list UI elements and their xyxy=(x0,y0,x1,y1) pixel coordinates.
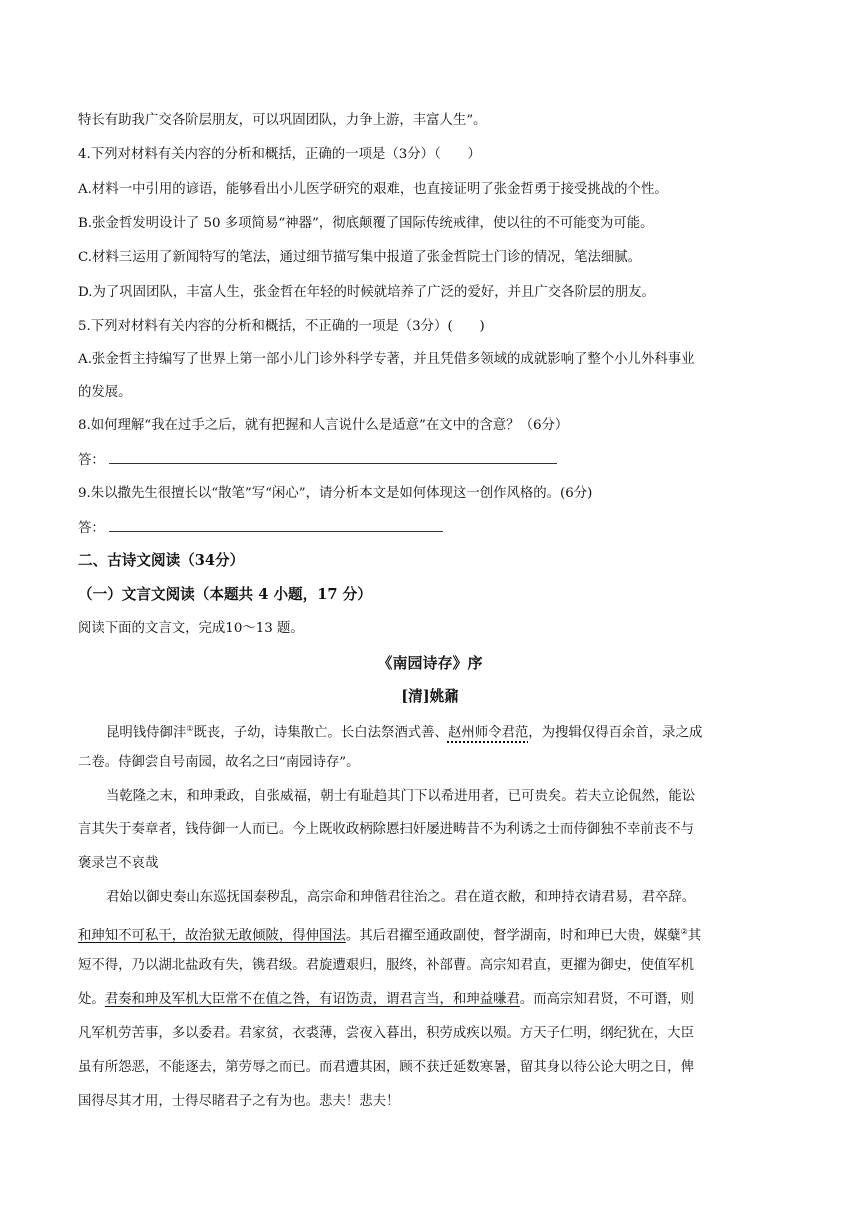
question-9-stem: 9.朱以撒先生很擅长以“散笔”写“闲心”，请分析本文是如何体现这一创作风格的。(6分) xyxy=(78,486,593,501)
question-8-answer-line[interactable] xyxy=(78,450,557,471)
question-4-option-c: C.材料三运用了新闻特写的笔法，通过细节描写集中报道了张金哲院士门诊的情况，笔法细腻。 xyxy=(78,250,642,265)
passage-line: 凡军机劳苦事，多以委君。君家贫，衣裘薄，尝夜入暮出，积劳成疾以殒。方天子仁明，纲纪犹在，大臣 xyxy=(78,1026,694,1041)
question-4-option-b: B.张金哲发明设计了 50 多项简易“神器”，彻底颠覆了国际传统戒律，使以往的不可能变为可能。 xyxy=(78,216,654,231)
passage-line: 言其失于奏章者，钱侍御一人而已。今上既收政柄除慝扫奸屡进畴昔不为利诱之士而侍御独不幸前丧不与 xyxy=(78,822,694,837)
footnote-marker: ① xyxy=(186,724,194,733)
passage-title: 《南园诗存》序 xyxy=(377,654,483,672)
passage-line: 昆明钱侍御沣①既丧，子幼，诗集散亡。长白法祭酒式善、赵州师令君范，为搜辑仅得百余首，录之成 xyxy=(106,724,703,741)
passage-line: 二卷。侍御尝自号南园，故名之曰“南园诗存”。 xyxy=(78,755,360,770)
answer-label: 答： xyxy=(78,521,105,536)
subsection-heading: （一）文言文阅读（本题共 4 小题，17 分） xyxy=(78,586,372,603)
question-5-stem: 5.下列对材料有关内容的分析和概括，不正确的一项是（3分）( ) xyxy=(78,319,485,334)
question-5-option-a-cont: 的发展。 xyxy=(78,385,132,400)
passage-line: 处。君奏和珅及军机大臣常不在值之咎，有诏饬责，谓君言当，和珅益嗛君。而高宗知君贤，不可谮，则 xyxy=(78,992,694,1007)
question-4-option-a: A.材料一中引用的谚语，能够看出小儿医学研究的艰难，也直接证明了张金哲勇于接受挑战的个性。 xyxy=(78,182,668,197)
question-4-option-d: D.为了巩固团队，丰富人生，张金哲在年轻的时候就培养了广泛的爱好，并且广交各阶层的朋友。 xyxy=(78,285,655,300)
underlined-sentence: 和珅知不可私干，故治狱无敢倾陂，得伸国法 xyxy=(78,928,346,944)
passage-line: 和珅知不可私干，故治狱无敢倾陂，得伸国法。其后君擢至通政副使，督学湖南，时和珅已大贵，媒糵②其 xyxy=(78,927,702,944)
question-9-answer-line[interactable] xyxy=(78,518,443,539)
text-fragment: 特长有助我广交各阶层朋友，可以巩固团队，力争上游，丰富人生”。 xyxy=(78,113,487,128)
passage-line: 虽有所怨恶，不能逐去，第劳辱之而已。而君遭其困，顾不获迁延数寒暑，留其身以待公论大明之日，俾 xyxy=(78,1060,694,1075)
section-heading: 二、古诗文阅读（34分） xyxy=(78,552,245,569)
answer-blank[interactable] xyxy=(109,450,557,464)
emphasis-dotted: 赵州师令君范 xyxy=(447,725,529,741)
passage-line: 君始以御史奏山东巡抚国泰秽乱，高宗命和珅偕君往治之。君在道衣敝，和珅持衣请君易，君卒辞。 xyxy=(106,890,696,905)
footnote-marker: ② xyxy=(680,927,688,936)
answer-label: 答： xyxy=(78,453,105,468)
passage-line: 褒录岂不哀哉 xyxy=(78,856,159,871)
answer-blank[interactable] xyxy=(109,518,443,532)
passage-line: 短不得，乃以湖北盐政有失，镌君级。君旋遭艰归，服终，补部曹。高宗知君直，更擢为御史，使值军机 xyxy=(78,958,694,973)
passage-author: [清]姚鼐 xyxy=(401,688,459,705)
underlined-sentence: 君奏和珅及军机大臣常不在值之咎，有诏饬责，谓君言当，和珅益嗛君 xyxy=(104,992,520,1007)
passage-line: 国得尽其才用，士得尽睹君子之有为也。悲夫！悲夫！ xyxy=(78,1094,400,1109)
question-5-option-a: A.张金哲主持编写了世界上第一部小儿门诊外科学专著，并且凭借多领域的成就影响了整个小儿外科事业 xyxy=(78,352,695,367)
question-4-stem: 4.下列对材料有关内容的分析和概括，正确的一项是（3分）（ ） xyxy=(78,147,481,162)
passage-line: 当乾隆之末，和珅秉政，自张威福，朝士有耻趋其门下以希进用者，已可贵矣。若夫立论侃然，能讼 xyxy=(106,789,696,804)
instructions: 阅读下面的文言文，完成10～13 题。 xyxy=(78,621,304,636)
question-8-stem: 8.如何理解“我在过手之后，就有把握和人言说什么是适意”在文中的含意？（6分） xyxy=(78,418,569,433)
